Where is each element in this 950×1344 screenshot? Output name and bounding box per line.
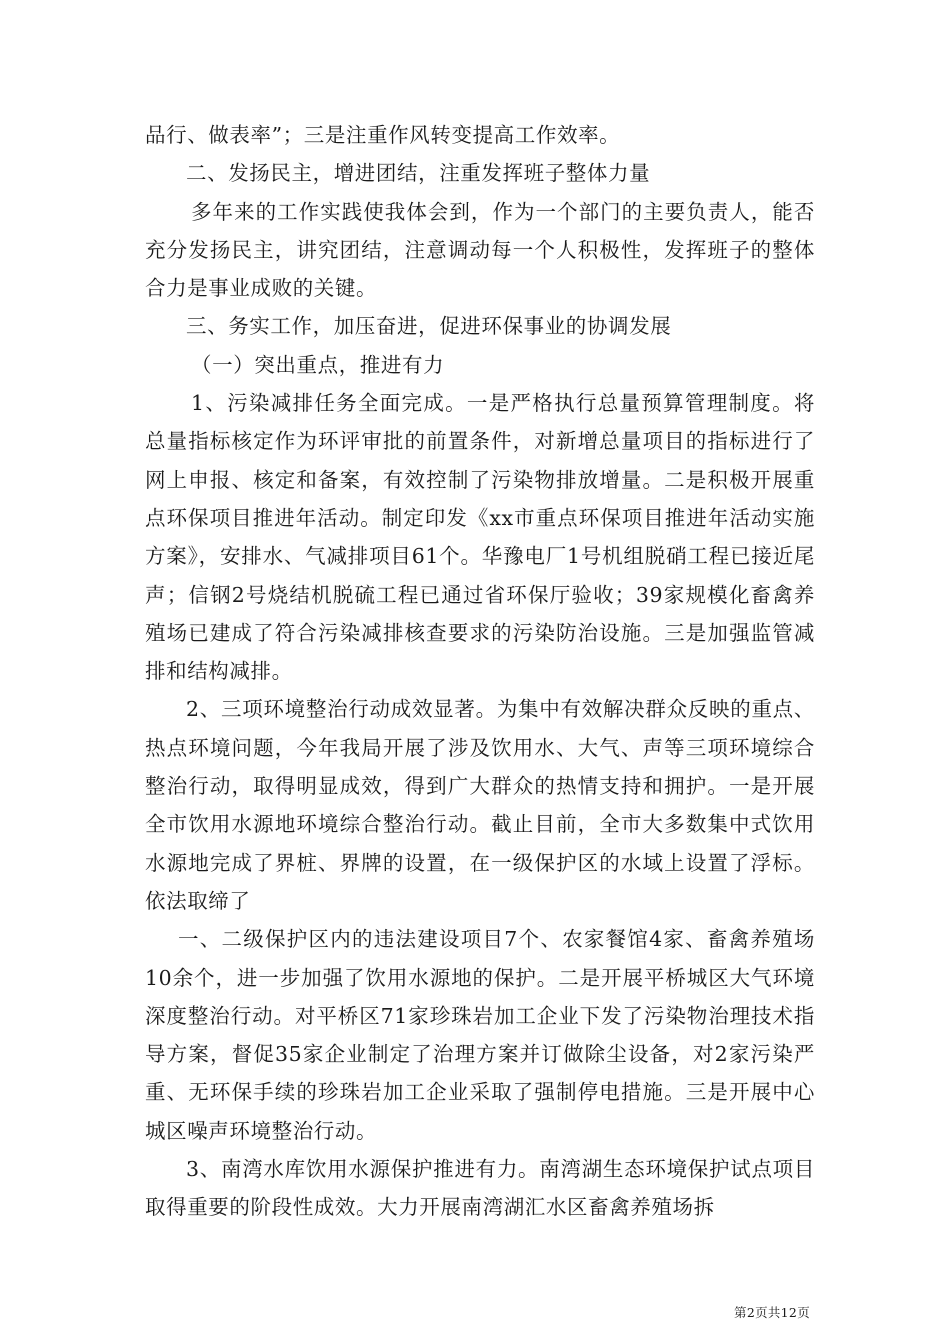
paragraph-continuation: 品行、做表率”；三是注重作风转变提高工作效率。 <box>145 123 621 147</box>
document-body <box>145 116 815 1227</box>
paragraph-protection-zone: 一、二级保护区内的违法建设项目7个、农家餐馆4家、畜禽养殖场10余个，进一步加强了饮用水源地的保护。二是开展平桥城区大气环境深度整治行动。对平桥区71家珍珠岩加工企业下发了污染物治理技术指导方案，督促35家企业制定了治理方案并订做除尘设备，对2家污染严重、无环保手续的珍珠岩加工企业采取了强制停电措施。三是开展中心城区噪声环境整治行动。 <box>145 927 815 1143</box>
paragraph-item-3: 3、南湾水库饮用水源保护推进有力。南湾湖生态环境保护试点项目取得重要的阶段性成效。大力开展南湾湖汇水区畜禽养殖场拆 <box>145 1157 815 1220</box>
paragraph-item-2: 2、三项环境整治行动成效显著。为集中有效解决群众反映的重点、热点环境问题，今年我局开展了涉及饮用水、大气、声等三项环境综合整治行动，取得明显成效，得到广大群众的热情支持和拥护。一是开展全市饮用水源地环境综合整治行动。截止目前，全市大多数集中式饮用水源地完成了界桩、界牌的设置，在一级保护区的水域上设置了浮标。依法取缔了 <box>145 697 815 913</box>
subsection-heading-1: （一）突出重点，推进有力 <box>191 352 445 377</box>
paragraph-body: 多年来的工作实践使我体会到，作为一个部门的主要负责人，能否充分发扬民主，讲究团结，注意调动每一个人积极性，发挥班子的整体合力是事业成败的关键。 <box>145 199 815 301</box>
paragraph-item-1: 1、污染减排任务全面完成。一是严格执行总量预算管理制度。将总量指标核定作为环评审批的前置条件，对新增总量项目的指标进行了网上申报、核定和备案，有效控制了污染物排放增量。二是积极开展重点环保项目推进年活动。制定印发《xx市重点环保项目推进年活动实施方案》，安排水、气减排项目61个。华豫电厂1号机组脱硝工程已接近尾声；信钢2号烧结机脱硫工程已通过省环保厅验收；39家规模化畜禽养殖场已建成了符合污染减排核查要求的污染防治设施。三是加强监管减排和结构减排。 <box>145 391 815 684</box>
section-heading-2: 二、发扬民主，增进团结，注重发挥班子整体力量 <box>186 161 651 186</box>
page-number: 第2页共12页 <box>734 1305 810 1320</box>
section-heading-3: 三、务实工作，加压奋进，促进环保事业的协调发展 <box>186 314 672 339</box>
